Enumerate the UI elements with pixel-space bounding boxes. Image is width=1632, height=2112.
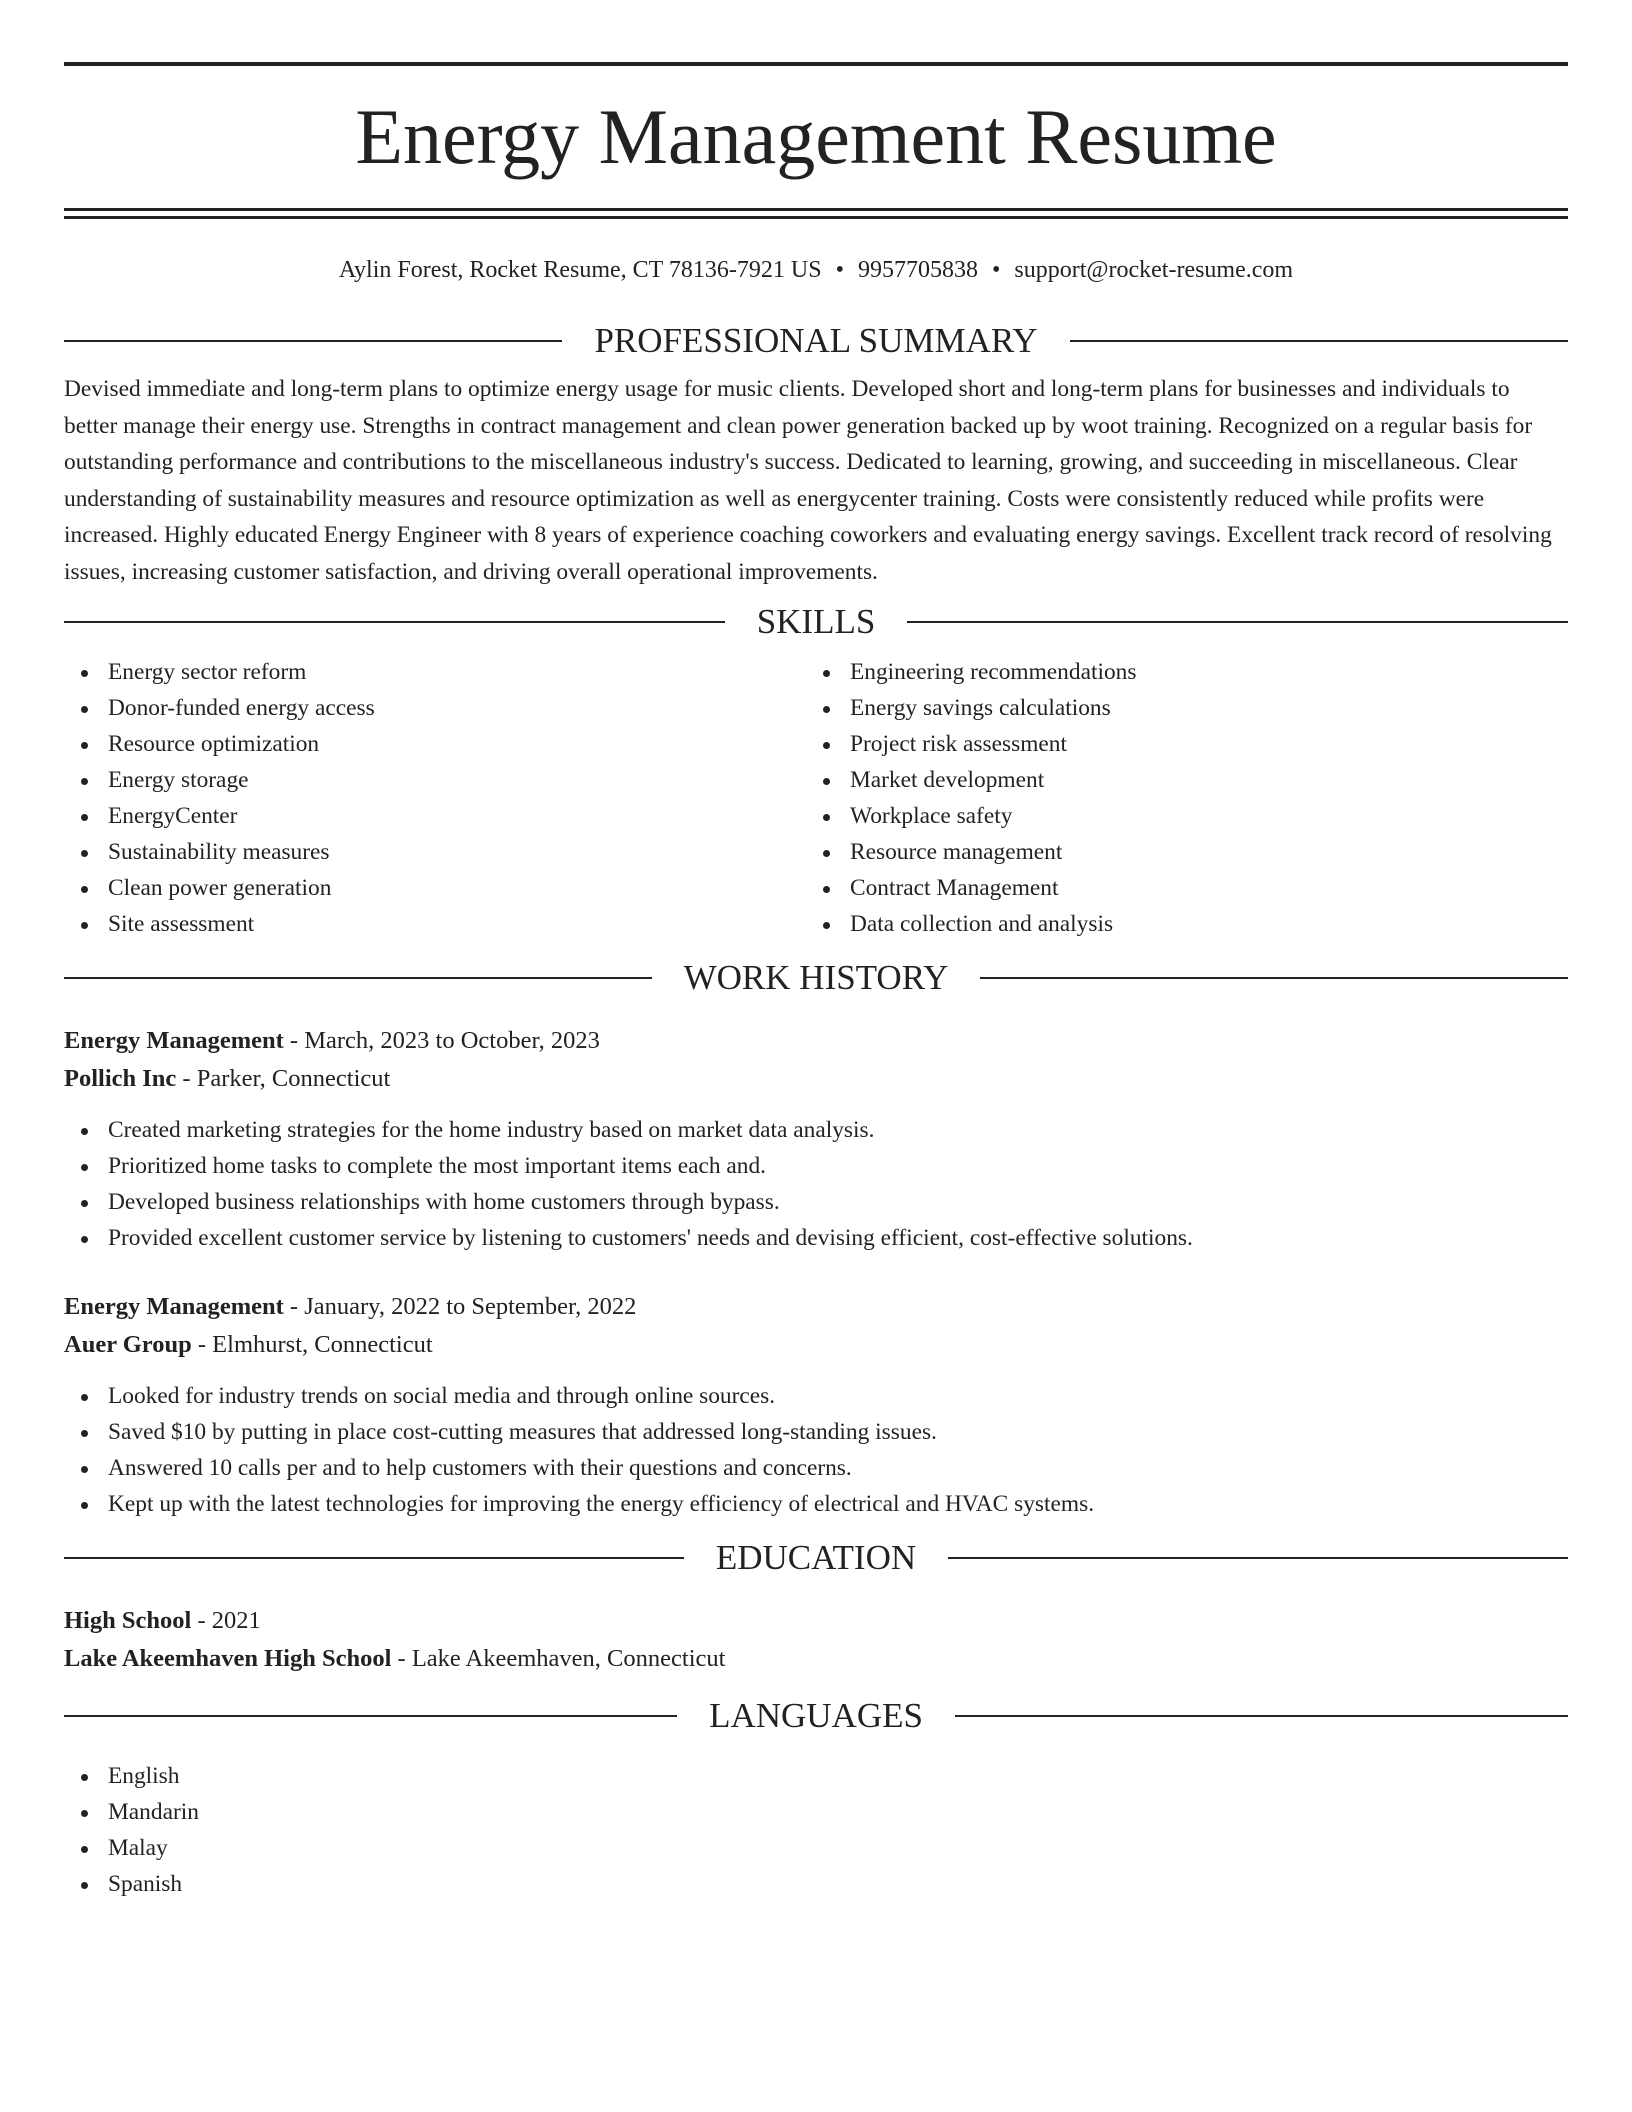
contact-phone: 9957705838 — [857, 257, 978, 283]
heading-rule-left — [64, 1715, 677, 1717]
contact-line — [64, 255, 1568, 285]
skills-heading: SKILLS — [756, 602, 876, 641]
skill-item: Sustainability measures — [64, 834, 806, 870]
resume-title: Energy Management Resume — [355, 93, 1277, 180]
contact-address: Aylin Forest, Rocket Resume, CT 78136-7921 US — [338, 257, 822, 283]
heading-rule-left — [64, 621, 725, 623]
job-duty: Looked for industry trends on social media and through online sources. — [64, 1378, 1568, 1414]
skill-item: Market development — [806, 762, 1548, 798]
skills-section-heading — [64, 602, 1568, 642]
education-year: 2021 — [211, 1607, 261, 1634]
languages-section-heading — [64, 1696, 1568, 1736]
heading-rule-right — [948, 1557, 1568, 1559]
job-title: Energy Management — [64, 1293, 284, 1320]
skill-item: Donor-funded energy access — [64, 690, 806, 726]
job-title-line: Energy Management - January, 2022 to September, 2022 — [64, 1293, 637, 1320]
job-entry — [64, 1288, 1568, 1522]
contact-email: support@rocket-resume.com — [1014, 257, 1294, 283]
job-duty: Kept up with the latest technologies for improving the energy efficiency of electrical and HVAC systems. — [64, 1486, 1568, 1522]
heading-rule-right — [907, 621, 1568, 623]
education-degree-line: High School - 2021 — [64, 1607, 261, 1634]
language-item: Malay — [64, 1830, 1568, 1866]
heading-rule-left — [64, 1557, 684, 1559]
job-duties — [64, 1112, 1568, 1256]
job-dates: January, 2022 to September, 2022 — [304, 1293, 637, 1320]
heading-rule-right — [955, 1715, 1568, 1717]
skill-item: Energy savings calculations — [806, 690, 1548, 726]
job-duty: Developed business relationships with home customers through bypass. — [64, 1184, 1568, 1220]
work-section-heading — [64, 958, 1568, 998]
job-title: Energy Management — [64, 1027, 284, 1054]
education-location: Lake Akeemhaven, Connecticut — [411, 1645, 726, 1672]
skill-item: Site assessment — [64, 906, 806, 942]
language-item: Mandarin — [64, 1794, 1568, 1830]
job-duty: Prioritized home tasks to complete the most important items each and. — [64, 1148, 1568, 1184]
heading-rule-left — [64, 977, 652, 979]
skills-list — [64, 654, 1568, 942]
heading-rule-left — [64, 340, 562, 342]
skill-item: Clean power generation — [64, 870, 806, 906]
education-section-heading — [64, 1538, 1568, 1578]
skill-item: Engineering recommendations — [806, 654, 1548, 690]
skill-item: Resource optimization — [64, 726, 806, 762]
job-location: Elmhurst, Connecticut — [212, 1331, 433, 1358]
title-double-rule — [64, 208, 1568, 219]
languages-heading: LANGUAGES — [709, 1696, 923, 1735]
summary-text: Devised immediate and long-term plans to optimize energy usage for music clients. Developed short and long-term plans for businesses and individuals to better manage their energy use. Strengths in contract management and clean power generation backed up by woot training. Recognized on a regular basis for outstanding performance and contributions to the miscellaneous industry's success. Dedicated to learning, growing, and succeeding in miscellaneous. Clear understanding of sustainability measures and resource optimization as well as energycenter training. Costs were consistently reduced while profits were increased. Highly educated Energy Engineer with 8 years of experience coaching coworkers and evaluating energy savings. Excellent track record of resolving issues, increasing customer satisfaction, and driving overall operational improvements. — [64, 376, 1552, 585]
skill-item: Energy storage — [64, 762, 806, 798]
education-heading: EDUCATION — [715, 1538, 917, 1577]
skill-item: Project risk assessment — [806, 726, 1548, 762]
skill-item: EnergyCenter — [64, 798, 806, 834]
job-duty: Provided excellent customer service by listening to customers' needs and devising efficient, cost-effective solutions. — [64, 1220, 1568, 1256]
job-company-line: Auer Group - Elmhurst, Connecticut — [64, 1331, 433, 1358]
contact-separator: • — [835, 257, 844, 283]
job-duty: Answered 10 calls per and to help customers with their questions and concerns. — [64, 1450, 1568, 1486]
job-duty: Created marketing strategies for the home industry based on market data analysis. — [64, 1112, 1568, 1148]
job-duties — [64, 1378, 1568, 1522]
work-heading: WORK HISTORY — [683, 958, 949, 997]
skills-column-left — [64, 654, 806, 942]
job-dates: March, 2023 to October, 2023 — [304, 1027, 600, 1054]
job-company: Pollich Inc — [64, 1065, 177, 1092]
language-item: Spanish — [64, 1866, 1568, 1902]
education-school-line: Lake Akeemhaven High School - Lake Akeemhaven, Connecticut — [64, 1645, 726, 1672]
skill-item: Contract Management — [806, 870, 1548, 906]
job-location: Parker, Connecticut — [196, 1065, 391, 1092]
summary-heading: PROFESSIONAL SUMMARY — [594, 321, 1038, 360]
heading-rule-right — [1070, 340, 1568, 342]
job-title-line: Energy Management - March, 2023 to October, 2023 — [64, 1027, 600, 1054]
skill-item: Resource management — [806, 834, 1548, 870]
job-duty: Saved $10 by putting in place cost-cutting measures that addressed long-standing issues. — [64, 1414, 1568, 1450]
education-degree: High School — [64, 1607, 192, 1634]
skills-column-right — [806, 654, 1548, 942]
job-company: Auer Group — [64, 1331, 192, 1358]
language-item: English — [64, 1758, 1568, 1794]
heading-rule-right — [980, 977, 1568, 979]
languages-list — [64, 1758, 1568, 1902]
skill-item: Workplace safety — [806, 798, 1548, 834]
education-school: Lake Akeemhaven High School — [64, 1645, 392, 1672]
summary-section-heading — [64, 321, 1568, 361]
job-entry — [64, 1022, 1568, 1256]
education-entry — [64, 1602, 1568, 1678]
skill-item: Energy sector reform — [64, 654, 806, 690]
job-company-line: Pollich Inc - Parker, Connecticut — [64, 1065, 391, 1092]
skill-item: Data collection and analysis — [806, 906, 1548, 942]
contact-separator: • — [991, 257, 1001, 283]
